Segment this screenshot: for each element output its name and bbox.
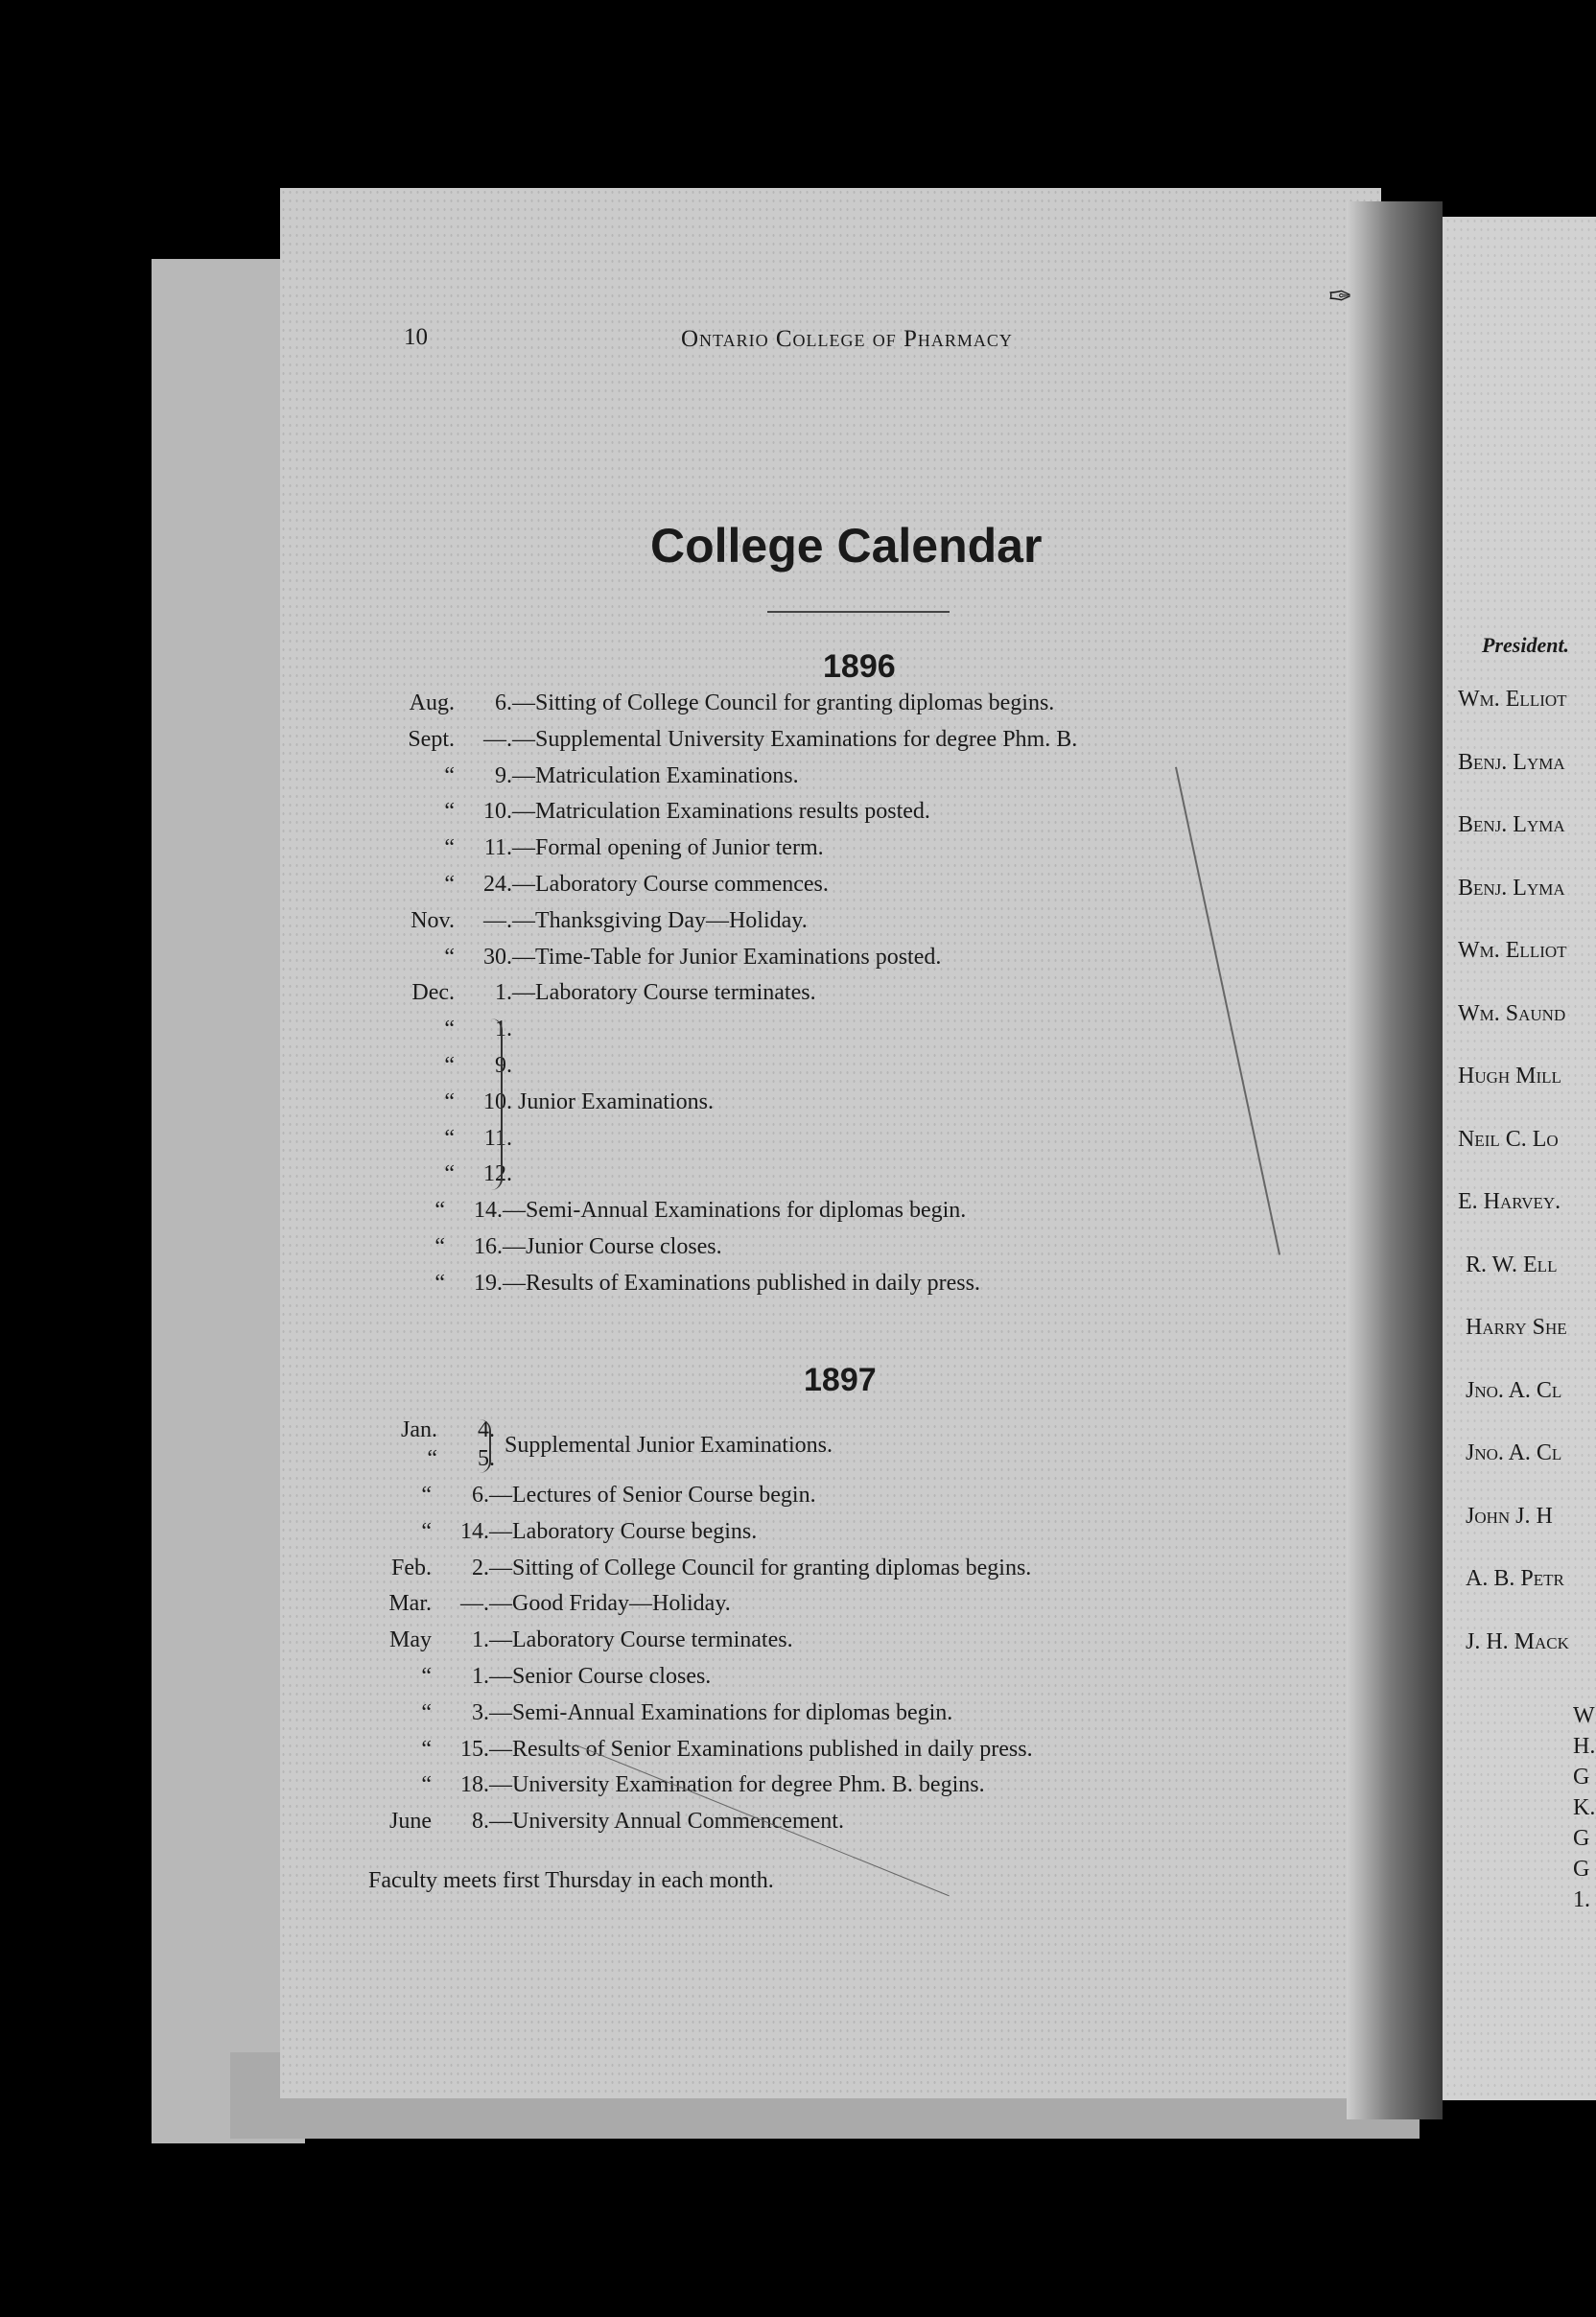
entry-month: “ [421,1483,432,1508]
entry-day: 1. [472,1664,489,1689]
president-name: Jno. A. Cl [1466,1440,1562,1465]
entry-day: 10. [483,1088,512,1114]
president-name: Hugh Mill [1458,1064,1561,1088]
entry-text: —Lectures of Senior Course begin. [489,1483,816,1508]
calendar-entry [378,1196,966,1225]
entry-month: “ [421,1736,432,1762]
president-name: Jno. A. Cl [1466,1377,1562,1403]
entry-day: 6. [495,690,512,715]
entry-text: —Thanksgiving Day—Holiday. [512,907,808,933]
entry-day: 9. [495,1053,512,1078]
president-name: Benj. Lyma [1458,875,1565,901]
calendar-entry [387,761,799,790]
entry-day: —. [483,726,512,752]
entry-month: “ [421,1772,432,1798]
president-name: Benj. Lyma [1458,749,1565,775]
entry-text: —Senior Course closes. [489,1664,712,1689]
entry-text: —Matriculation Examinations results posted. [512,799,930,825]
entry-month: “ [434,1270,445,1296]
entry-day: 2. [472,1555,489,1580]
running-head: Ontario College of Pharmacy [681,326,1013,352]
entry-day: 30. [483,944,512,970]
entry-text: —Laboratory Course begins. [489,1518,758,1544]
entry-month: “ [421,1518,432,1544]
entry-day: 6. [472,1483,489,1508]
footer-note: Faculty meets first Thursday in each month. [368,1868,774,1893]
calendar-entry [387,689,1054,717]
entry-month: “ [444,1053,455,1078]
calendar-entry [387,978,816,1007]
entry-month: Aug. [409,690,455,715]
year-heading-1896: 1896 [823,648,896,685]
entry-day: 19. [474,1270,503,1296]
entry-month: June [389,1809,432,1835]
right-letter: K. [1573,1795,1596,1820]
entry-day: 9. [495,762,512,788]
entry-day: 14. [460,1518,489,1544]
ink-mark: ✑ [1328,281,1353,313]
right-letter: G [1573,1826,1590,1851]
entry-month: Feb. [391,1555,432,1580]
president-name: E. Harvey. [1458,1189,1561,1214]
entry-day: 24. [483,872,512,897]
entry-month: “ [421,1699,432,1725]
calendar-entry [364,1554,1031,1582]
calendar-entry [364,1807,844,1836]
entry-month: Nov. [411,907,455,933]
calendar-entry [387,943,941,971]
entry-day: 8. [472,1809,489,1835]
calendar-entry [364,1481,816,1510]
entry-month: “ [421,1664,432,1689]
entry-month: May [389,1627,432,1653]
entry-month: “ [444,1088,455,1114]
entry-text: —Results of Senior Examinations published in daily press. [489,1736,1033,1762]
entry-month: “ [427,1446,437,1471]
entry-text: —University Annual Commencement. [489,1809,844,1835]
entry-month: “ [444,872,455,897]
entry-month: “ [444,835,455,861]
calendar-entry [378,1232,722,1261]
entry-day: 5. [478,1446,495,1471]
calendar-entry [387,833,824,862]
entry-month: Dec. [411,980,455,1006]
calendar-entry [387,797,930,826]
entry-month: “ [444,944,455,970]
calendar-entry [370,1444,495,1473]
entry-month: “ [434,1234,445,1259]
entry-month: “ [444,1161,455,1187]
entry-text: —Laboratory Course terminates. [489,1627,793,1653]
calendar-entry [364,1735,1033,1764]
entry-text: —Results of Examinations published in daily press. [503,1270,980,1296]
entry-month: Jan. [401,1417,437,1442]
entry-day: 3. [472,1699,489,1725]
calendar-entry [364,1626,793,1654]
calendar-entry [387,725,1077,754]
entry-month: Sept. [408,726,455,752]
facing-page [1418,217,1596,2100]
entry-text: —Laboratory Course commences. [512,872,829,897]
right-letter: 1. [1573,1887,1590,1912]
calendar-entry [364,1517,757,1546]
president-name: Wm. Elliot [1458,687,1567,712]
right-letter: G [1573,1765,1590,1790]
entry-day: 1. [472,1627,489,1653]
president-name: A. B. Petr [1466,1566,1564,1591]
entry-day: 11. [483,835,512,861]
entry-month: “ [434,1198,445,1224]
page-number: 10 [404,324,428,350]
calendar-entry [370,1416,495,1444]
president-name: J. H. Mack [1466,1628,1569,1654]
president-name: Benj. Lyma [1458,812,1565,837]
brace [480,1419,491,1473]
entry-day: 14. [474,1198,503,1224]
calendar-entry [378,1269,980,1298]
entry-month: “ [444,1017,455,1042]
page-title: College Calendar [650,519,1043,573]
president-name: Neil C. Lo [1458,1126,1559,1152]
calendar-entry [364,1662,711,1691]
entry-text: —Matriculation Examinations. [512,762,799,788]
entry-day: 15. [460,1736,489,1762]
entry-text: —Junior Course closes. [503,1234,722,1259]
book-gutter [1347,201,1443,2119]
entry-day: 1. [495,1017,512,1042]
president-name: John J. H [1466,1503,1553,1529]
entry-month: “ [444,1125,455,1151]
calendar-entry [387,870,829,899]
brace-label: Junior Examinations. [518,1088,714,1114]
entry-text: —Formal opening of Junior term. [512,835,824,861]
entry-month: Mar. [388,1591,432,1617]
right-letter: G [1573,1857,1590,1882]
entry-text: —Semi-Annual Examinations for diplomas begin. [503,1198,967,1224]
entry-day: 16. [474,1234,503,1259]
entry-day: 18. [460,1772,489,1798]
entry-day: —. [460,1591,489,1617]
year-heading-1897: 1897 [804,1362,877,1398]
entry-day: 4. [478,1417,495,1442]
president-name: Wm. Saund [1458,1000,1566,1026]
entry-text: —University Examination for degree Phm. B. begins. [489,1772,985,1798]
entry-day: 12. [483,1161,512,1187]
brace-label: Supplemental Junior Examinations. [505,1433,833,1458]
entry-text: —Time-Table for Junior Examinations posted. [512,944,942,970]
entry-day: 10. [483,799,512,825]
entry-text: —Sitting of College Council for granting diplomas begins. [489,1555,1032,1580]
president-heading: President. [1482,633,1570,657]
entry-month: “ [444,799,455,825]
entry-text: —Good Friday—Holiday. [489,1591,731,1617]
entry-day: 1. [495,980,512,1006]
entry-month: “ [444,762,455,788]
president-name: Wm. Elliot [1458,938,1567,963]
entry-day: —. [483,907,512,933]
brace [491,1018,503,1190]
right-letter: W [1573,1703,1595,1728]
entry-text: —Sitting of College Council for granting diplomas begins. [512,690,1055,715]
entry-text: —Laboratory Course terminates. [512,980,816,1006]
calendar-entry [364,1698,952,1727]
entry-text: —Supplemental University Examinations for degree Phm. B. [512,726,1078,752]
title-rule [767,611,950,613]
entry-text: —Semi-Annual Examinations for diplomas begin. [489,1699,953,1725]
right-letter: H. [1573,1734,1596,1759]
president-name: R. W. Ell [1466,1252,1558,1277]
calendar-entry [387,906,808,935]
calendar-entry [364,1589,731,1618]
entry-day: 11. [483,1125,512,1151]
president-name: Harry She [1466,1315,1567,1340]
